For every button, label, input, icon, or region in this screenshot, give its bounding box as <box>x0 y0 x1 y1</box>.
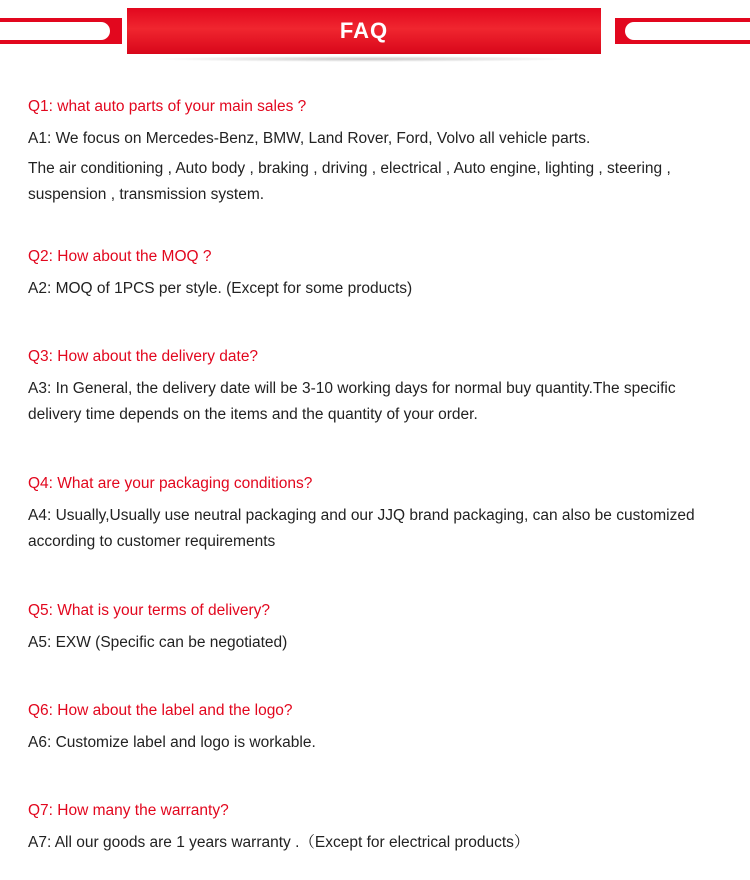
banner-shadow <box>150 56 580 62</box>
banner-left-stripe <box>0 18 122 44</box>
answer: A3: In General, the delivery date will be 3-10 working days for normal buy quantity.The specific delivery time depends on the items and the quantity of your order. <box>28 380 676 423</box>
faq-banner <box>0 0 750 70</box>
faq-item-1 <box>28 96 728 246</box>
faq-list <box>28 96 728 856</box>
answer: The air conditioning , Auto body , braking , driving , electrical , Auto engine, lighting , steering , suspension , transmission system. <box>28 160 671 203</box>
question: Q1: what auto parts of your main sales ? <box>28 98 307 115</box>
banner-title-box <box>127 8 601 54</box>
faq-item-5 <box>28 600 728 700</box>
question: Q2: How about the MOQ ? <box>28 248 212 265</box>
question: Q6: How about the label and the logo? <box>28 702 293 719</box>
faq-item-2 <box>28 246 728 346</box>
question: Q4: What are your packaging conditions? <box>28 475 313 492</box>
faq-item-6 <box>28 700 728 800</box>
answer: A1: We focus on Mercedes-Benz, BMW, Land Rover, Ford, Volvo all vehicle parts. <box>28 130 591 147</box>
answer: A2: MOQ of 1PCS per style. (Except for some products) <box>28 280 413 297</box>
faq-item-4 <box>28 473 728 600</box>
faq-item-7 <box>28 800 728 856</box>
question: Q3: How about the delivery date? <box>28 348 259 365</box>
answer: A5: EXW (Specific can be negotiated) <box>28 634 288 651</box>
question: Q5: What is your terms of delivery? <box>28 602 271 619</box>
answer: A6: Customize label and logo is workable. <box>28 734 316 751</box>
banner-right-stripe <box>615 18 750 44</box>
faq-item-3 <box>28 346 728 473</box>
answer: A4: Usually,Usually use neutral packaging and our JJQ brand packaging, can also be customized according to customer requirements <box>28 507 695 550</box>
answer: A7: All our goods are 1 years warranty .（Except for electrical products） <box>28 834 530 851</box>
question: Q7: How many the warranty? <box>28 802 229 819</box>
page-title: FAQ <box>339 18 389 43</box>
